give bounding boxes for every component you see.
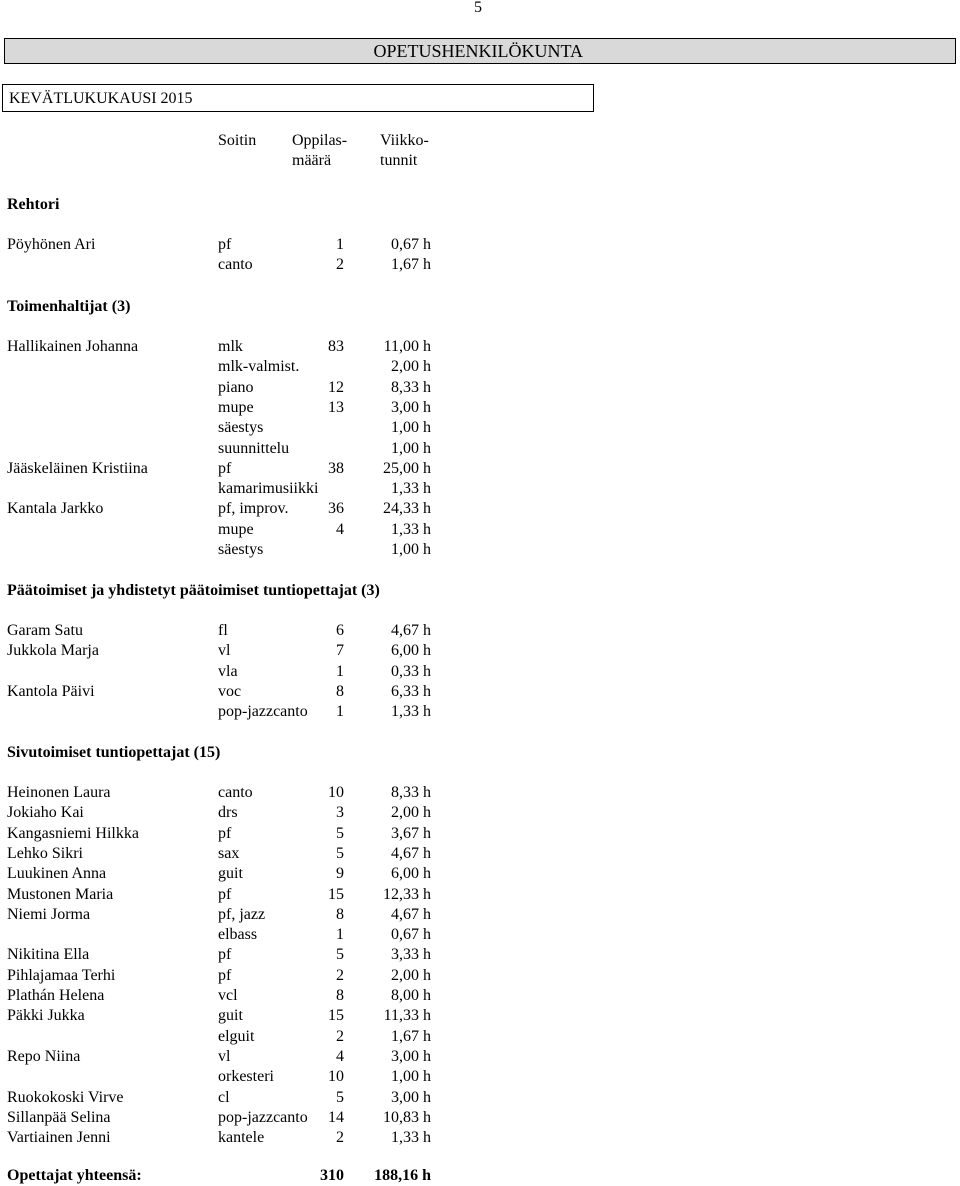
weekly-hours-cell: 10,83 h [383, 1108, 431, 1126]
weekly-hours-cell: 8,33 h [391, 784, 431, 801]
pupil-count-cell: 5 [336, 824, 344, 842]
weekly-hours-cell: 1,33 h [391, 480, 431, 498]
instrument-cell: kantele [218, 1129, 265, 1147]
teacher-name: Mustonen Maria [7, 885, 114, 903]
weekly-hours-cell: 0,67 h [391, 926, 431, 944]
teacher-name: Kantala Jarkko [7, 500, 104, 518]
pupil-count-cell: 15 [328, 1007, 344, 1025]
instrument-cell: kamarimusiikki [218, 480, 319, 498]
weekly-hours-cell: 8,00 h [391, 987, 431, 1004]
instrument-cell: mlk-valmist. [218, 358, 300, 376]
teacher-name: Jääskeläinen Kristiina [7, 459, 148, 477]
column-header-pupils-line2: määrä [292, 152, 332, 169]
pupil-count-cell: 5 [336, 1088, 344, 1106]
instrument-cell: vcl [218, 987, 238, 1004]
weekly-hours-cell: 11,33 h [383, 1007, 431, 1025]
total-hours: 188,16 h [374, 1167, 431, 1184]
pupil-count-cell: 3 [336, 804, 344, 822]
weekly-hours-cell: 2,00 h [391, 804, 431, 822]
weekly-hours-cell: 11,00 h [383, 338, 431, 355]
column-header-hours-line1: Viikko- [380, 132, 429, 149]
pupil-count-cell: 1 [336, 662, 344, 680]
weekly-hours-cell: 3,00 h [391, 1047, 431, 1065]
weekly-hours-cell: 1,67 h [391, 256, 431, 274]
weekly-hours-cell: 0,33 h [391, 662, 431, 680]
weekly-hours-cell: 3,00 h [391, 398, 431, 416]
teacher-name: Repo Niina [7, 1047, 81, 1065]
instrument-cell: säestys [218, 419, 264, 437]
teacher-name: Pihlajamaa Terhi [7, 966, 116, 984]
teacher-name: Päkki Jukka [7, 1007, 85, 1025]
instrument-cell: vl [218, 642, 231, 660]
section-title: Toimenhaltijat (3) [7, 298, 131, 315]
pupil-count-cell: 5 [336, 946, 344, 964]
column-header-hours-line2: tunnit [380, 152, 418, 169]
instrument-cell: suunnittelu [218, 439, 290, 457]
pupil-count-cell: 14 [328, 1108, 344, 1126]
instrument-cell: elguit [218, 1027, 255, 1045]
teacher-name: Jukkola Marja [7, 642, 99, 660]
weekly-hours-cell: 1,00 h [391, 541, 431, 558]
weekly-hours-cell: 6,00 h [391, 642, 431, 660]
weekly-hours-cell: 1,33 h [391, 520, 431, 538]
weekly-hours-cell: 1,33 h [391, 703, 431, 721]
pupil-count-cell: 9 [336, 865, 344, 883]
instrument-cell: pop-jazzcanto [218, 703, 308, 721]
instrument-cell: canto [218, 256, 253, 274]
teacher-name: Nikitina Ella [7, 946, 90, 964]
staff-banner [4, 38, 956, 64]
pupil-count-cell: 83 [328, 338, 344, 355]
pupil-count-cell: 2 [336, 256, 344, 274]
weekly-hours-cell: 3,67 h [391, 824, 431, 842]
pupil-count-cell: 2 [336, 1129, 344, 1147]
instrument-cell: voc [218, 682, 242, 700]
pupil-count-cell: 7 [336, 642, 344, 660]
weekly-hours-cell: 8,33 h [391, 378, 431, 396]
pupil-count-cell: 4 [336, 520, 344, 538]
weekly-hours-cell: 12,33 h [383, 885, 431, 903]
weekly-hours-cell: 4,67 h [391, 622, 431, 639]
instrument-cell: vla [218, 662, 238, 680]
column-header-pupils-line1: Oppilas- [292, 132, 348, 149]
instrument-cell: säestys [218, 541, 264, 558]
pupil-count-cell: 38 [328, 459, 344, 477]
instrument-cell: sax [218, 844, 240, 862]
pupil-count-cell: 10 [328, 784, 344, 801]
pupil-count-cell: 15 [328, 885, 344, 903]
section-title: Rehtori [7, 196, 60, 213]
weekly-hours-cell: 4,67 h [391, 844, 431, 862]
pupil-count-cell: 4 [336, 1047, 344, 1065]
weekly-hours-cell: 24,33 h [383, 500, 431, 518]
page-number: 5 [474, 0, 482, 16]
instrument-cell: orkesteri [218, 1068, 274, 1086]
section-title: Sivutoimiset tuntiopettajat (15) [7, 744, 221, 761]
weekly-hours-cell: 1,33 h [391, 1129, 431, 1147]
column-header-instrument: Soitin [218, 132, 257, 149]
pupil-count-cell: 36 [328, 500, 344, 518]
instrument-cell: pf [218, 459, 232, 477]
total-label: Opettajat yhteensä: [7, 1167, 142, 1184]
instrument-cell: mlk [218, 338, 243, 355]
teacher-name: Vartiainen Jenni [7, 1129, 111, 1147]
weekly-hours-cell: 6,33 h [391, 682, 431, 700]
pupil-count-cell: 8 [336, 905, 344, 923]
instrument-cell: guit [218, 1007, 243, 1025]
instrument-cell: pf, jazz [218, 905, 266, 923]
teacher-name: Hallikainen Johanna [7, 338, 139, 355]
teacher-name: Heinonen Laura [7, 784, 111, 801]
instrument-cell: mupe [218, 398, 254, 416]
section-title: Päätoimiset ja yhdistetyt päätoimiset tuntiopettajat (3) [7, 582, 380, 599]
teacher-name: Jokiaho Kai [7, 804, 84, 822]
teacher-name: Garam Satu [7, 622, 83, 639]
pupil-count-cell: 1 [336, 236, 344, 253]
weekly-hours-cell: 4,67 h [391, 905, 431, 923]
teacher-name: Luukinen Anna [7, 865, 107, 883]
instrument-cell: pf, improv. [218, 500, 289, 518]
teacher-name: Niemi Jorma [7, 905, 91, 923]
pupil-count-cell: 5 [336, 844, 344, 862]
banner-title: OPETUSHENKILÖKUNTA [373, 41, 583, 61]
weekly-hours-cell: 1,00 h [391, 419, 431, 437]
instrument-cell: fl [218, 622, 228, 639]
teacher-name: Kantola Päivi [7, 682, 95, 700]
weekly-hours-cell: 3,00 h [391, 1088, 431, 1106]
pupil-count-cell: 2 [336, 1027, 344, 1045]
instrument-cell: guit [218, 865, 243, 883]
instrument-cell: pf [218, 236, 232, 253]
teacher-name: Kangasniemi Hilkka [7, 824, 139, 842]
instrument-cell: mupe [218, 520, 254, 538]
teacher-name: Sillanpää Selina [7, 1108, 111, 1126]
weekly-hours-cell: 1,00 h [391, 439, 431, 457]
weekly-hours-cell: 2,00 h [391, 358, 431, 376]
instrument-cell: elbass [218, 926, 258, 944]
instrument-cell: drs [218, 804, 238, 822]
term-label: KEVÄTLUKUKAUSI 2015 [9, 90, 193, 107]
weekly-hours-cell: 25,00 h [383, 459, 431, 477]
pupil-count-cell: 12 [328, 378, 344, 396]
weekly-hours-cell: 6,00 h [391, 865, 431, 883]
instrument-cell: pf [218, 966, 232, 984]
pupil-count-cell: 2 [336, 966, 344, 984]
total-pupils: 310 [320, 1167, 344, 1184]
teacher-name: Plathán Helena [7, 987, 105, 1004]
pupil-count-cell: 10 [328, 1068, 344, 1086]
instrument-cell: vl [218, 1047, 231, 1065]
pupil-count-cell: 8 [336, 987, 344, 1004]
pupil-count-cell: 1 [336, 926, 344, 944]
teacher-name: Ruokokoski Virve [7, 1088, 124, 1106]
weekly-hours-cell: 1,67 h [391, 1027, 431, 1045]
instrument-cell: canto [218, 784, 253, 801]
instrument-cell: pf [218, 885, 232, 903]
pupil-count-cell: 8 [336, 682, 344, 700]
term-box [2, 84, 594, 112]
teacher-name: Lehko Sikri [7, 844, 83, 862]
pupil-count-cell: 13 [328, 398, 344, 416]
instrument-cell: pop-jazzcanto [218, 1108, 308, 1126]
instrument-cell: cl [218, 1088, 230, 1106]
instrument-cell: piano [218, 378, 254, 396]
instrument-cell: pf [218, 824, 232, 842]
teacher-name: Pöyhönen Ari [7, 236, 96, 253]
weekly-hours-cell: 3,33 h [391, 946, 431, 964]
weekly-hours-cell: 1,00 h [391, 1068, 431, 1086]
weekly-hours-cell: 2,00 h [391, 966, 431, 984]
instrument-cell: pf [218, 946, 232, 964]
pupil-count-cell: 6 [336, 622, 344, 639]
pupil-count-cell: 1 [336, 703, 344, 721]
weekly-hours-cell: 0,67 h [391, 236, 431, 253]
